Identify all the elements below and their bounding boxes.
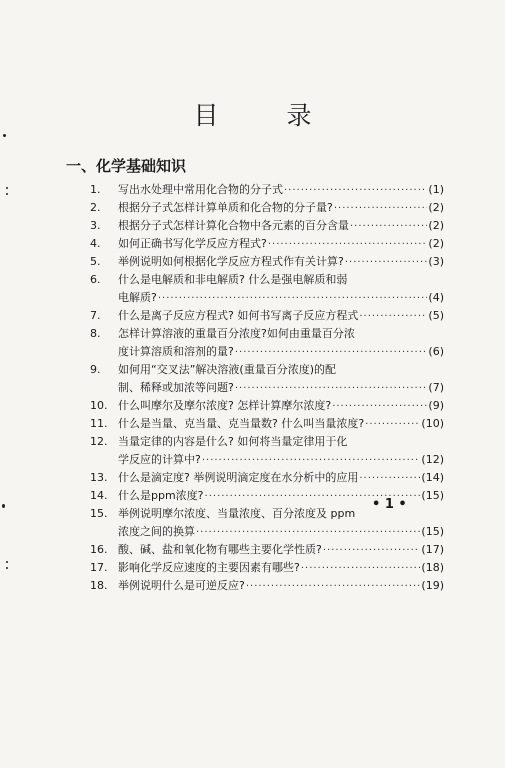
toc-entry-page: (12) <box>421 453 444 466</box>
dot-leader <box>284 182 427 200</box>
dot-leader <box>246 578 421 596</box>
section-heading: 一、化学基础知识 <box>66 157 187 175</box>
toc-entry-line <box>118 469 444 487</box>
dot-leader <box>365 416 420 434</box>
toc-entry <box>0 271 505 307</box>
toc-entry-line <box>118 271 444 289</box>
toc-entry <box>0 415 505 433</box>
toc-entry-line <box>118 253 444 271</box>
toc-entry-number: 1. <box>90 183 101 196</box>
toc-entry-page: (19) <box>421 579 444 592</box>
toc-entry-number: 7. <box>90 309 101 322</box>
dot-leader <box>158 290 428 308</box>
toc-entry-title: 影响化学反应速度的主要因素有哪些? <box>118 561 300 574</box>
toc-entry-title: 举例说明如何根据化学反应方程式作有关计算? <box>118 255 344 268</box>
toc-entry-title: 怎样计算溶液的重量百分浓度?如何由重量百分浓 <box>118 327 355 340</box>
toc-entry-page: (6) <box>428 345 444 358</box>
dot-leader <box>332 398 427 416</box>
toc-entry-number: 16. <box>90 543 108 556</box>
toc-entry-number: 17. <box>90 561 108 574</box>
toc-entry <box>0 487 505 505</box>
toc-entry-number: 11. <box>90 417 108 430</box>
toc-entry <box>0 307 505 325</box>
toc-entry-number: 5. <box>90 255 101 268</box>
dot-leader <box>301 560 421 578</box>
toc-entry-title: 如何正确书写化学反应方程式? <box>118 237 267 250</box>
toc-entry-page: (3) <box>428 255 444 268</box>
toc-entry-line <box>118 559 444 577</box>
toc-entry-number: 6. <box>90 273 101 286</box>
toc-entry-page: (15) <box>421 489 444 502</box>
toc-entry-line <box>118 217 444 235</box>
scan-speck <box>6 187 8 189</box>
toc-entry-line <box>118 289 444 307</box>
dot-leader <box>268 236 428 254</box>
toc-entry-title: 制、稀释或加浓等问题? <box>118 381 234 394</box>
toc-entry-number: 9. <box>90 363 101 376</box>
toc-entry-page: (17) <box>421 543 444 556</box>
page-title: 目 录 <box>193 101 342 130</box>
toc-entry-number: 2. <box>90 201 101 214</box>
toc-entry-line <box>118 343 444 361</box>
dot-leader <box>350 218 427 236</box>
toc-entry-line <box>118 451 444 469</box>
toc-entry <box>0 577 505 595</box>
toc-entry-title: 电解质? <box>118 291 157 304</box>
toc-entry <box>0 541 505 559</box>
toc-entry-number: 10. <box>90 399 108 412</box>
toc-entry-title: 度计算溶质和溶剂的量? <box>118 345 234 358</box>
dot-leader <box>196 524 420 542</box>
toc-entry-title: 什么是电解质和非电解质? 什么是强电解质和弱 <box>118 273 348 286</box>
toc-entry-page: (2) <box>428 219 444 232</box>
scan-speck <box>3 134 6 137</box>
toc-entry-number: 14. <box>90 489 108 502</box>
toc-entry-number: 8. <box>90 327 101 340</box>
toc-entry-line <box>118 397 444 415</box>
toc-entry-title: 什么是ppm浓度? <box>118 489 204 502</box>
toc-entry-title: 举例说明摩尔浓度、当量浓度、百分浓度及 ppm <box>118 507 356 520</box>
toc-entry-number: 13. <box>90 471 108 484</box>
toc-entry-number: 15. <box>90 507 108 520</box>
toc-entry-line <box>118 307 444 325</box>
toc-entry-title: 学反应的计算中? <box>118 453 201 466</box>
toc-entry-title: 举例说明什么是可逆反应? <box>118 579 245 592</box>
page-number: • 1 • <box>372 497 407 512</box>
toc-entry-page: (14) <box>421 471 444 484</box>
toc-entry-title: 什么是当量、克当量、克当量数? 什么叫当量浓度? <box>118 417 365 430</box>
toc-entry <box>0 469 505 487</box>
toc-entry-page: (1) <box>428 183 444 196</box>
toc-entry <box>0 361 505 397</box>
toc-entry-number: 3. <box>90 219 101 232</box>
table-of-contents <box>0 181 505 595</box>
scan-speck <box>2 504 5 508</box>
toc-entry-title: 浓度之间的换算 <box>118 525 195 538</box>
toc-entry-page: (7) <box>428 381 444 394</box>
toc-entry-title: 根据分子式怎样计算单质和化合物的分子量? <box>118 201 333 214</box>
scan-speck <box>6 561 8 563</box>
toc-entry-title: 什么叫摩尔及摩尔浓度? 怎样计算摩尔浓度? <box>118 399 332 412</box>
toc-entry <box>0 199 505 217</box>
toc-entry-title: 根据分子式怎样计算化合物中各元素的百分含量 <box>118 219 349 232</box>
toc-entry <box>0 397 505 415</box>
dot-leader <box>334 200 428 218</box>
toc-entry-line <box>118 181 444 199</box>
toc-entry-page: (2) <box>428 237 444 250</box>
toc-entry-number: 4. <box>90 237 101 250</box>
toc-entry-page: (15) <box>421 525 444 538</box>
toc-entry-title: 什么是离子反应方程式? 如何书写离子反应方程式 <box>118 309 359 322</box>
toc-entry-line <box>118 433 444 451</box>
dot-leader <box>345 254 428 272</box>
toc-entry <box>0 253 505 271</box>
toc-entry-number: 12. <box>90 435 108 448</box>
toc-entry <box>0 559 505 577</box>
dot-leader <box>323 542 421 560</box>
dot-leader <box>359 470 420 488</box>
toc-entry <box>0 433 505 469</box>
toc-entry-line <box>118 235 444 253</box>
toc-entry <box>0 325 505 361</box>
dot-leader <box>359 308 427 326</box>
toc-entry-line <box>118 523 444 541</box>
toc-entry-number: 18. <box>90 579 108 592</box>
toc-entry-line <box>118 415 444 433</box>
toc-entry-title: 写出水处理中常用化合物的分子式 <box>118 183 283 196</box>
toc-entry-title: 酸、碱、盐和氧化物有哪些主要化学性质? <box>118 543 322 556</box>
toc-entry <box>0 181 505 199</box>
toc-entry-line <box>118 577 444 595</box>
toc-entry-line <box>118 541 444 559</box>
toc-entry-page: (18) <box>421 561 444 574</box>
toc-entry-line <box>118 361 444 379</box>
toc-entry-title: 什么是滴定度? 举例说明滴定度在水分析中的应用 <box>118 471 359 484</box>
toc-entry-line <box>118 199 444 217</box>
dot-leader <box>235 380 428 398</box>
toc-entry-page: (9) <box>428 399 444 412</box>
scan-speck <box>6 567 8 569</box>
toc-entry-page: (2) <box>428 201 444 214</box>
toc-entry-page: (4) <box>428 291 444 304</box>
toc-entry <box>0 217 505 235</box>
toc-entry <box>0 235 505 253</box>
dot-leader <box>202 452 421 470</box>
scan-speck <box>6 193 8 195</box>
toc-entry-line <box>118 325 444 343</box>
toc-entry-page: (5) <box>428 309 444 322</box>
toc-entry <box>0 505 505 541</box>
toc-entry-title: 当量定律的内容是什么? 如何将当量定律用于化 <box>118 435 348 448</box>
toc-entry-page: (10) <box>421 417 444 430</box>
toc-entry-title: 如何用“交叉法”解决溶液(重量百分浓度)的配 <box>118 363 336 376</box>
toc-entry-line <box>118 379 444 397</box>
dot-leader <box>235 344 428 362</box>
